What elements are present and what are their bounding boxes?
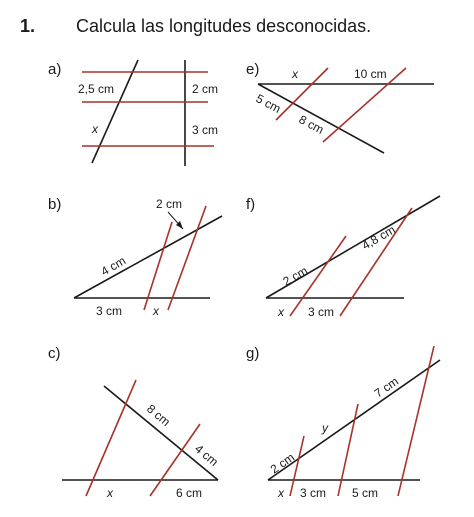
length-label: 2 cm [280,263,311,289]
length-label: 7 cm [371,374,402,401]
unknown-y-label: y [322,421,328,435]
unknown-x-label: x [278,305,284,319]
exercise-instruction: Calcula las longitudes desconocidas. [76,16,372,36]
parallel-line [340,208,412,316]
figure-a [48,60,218,166]
unknown-x-label: x [292,67,298,81]
unknown-x-label: x [278,486,284,500]
length-label: 3 cm [96,304,123,318]
length-label: 4 cm [192,441,221,470]
figure-e [246,61,434,153]
length-label: 4 cm [98,253,129,279]
length-label: 3 cm [192,123,219,137]
length-label: 5 cm [253,91,284,116]
unknown-x-label: x [153,304,159,318]
length-label: 2,5 cm [78,82,115,96]
parallel-line [144,222,172,310]
oblique-line [74,216,222,298]
oblique-line [104,386,218,480]
length-label: 2 cm [267,450,298,477]
length-label: 4,8 cm [359,222,398,253]
length-label: 3 cm [300,486,327,500]
parallel-line [86,380,136,496]
length-label: 8 cm [144,401,173,430]
figure-b [48,196,222,318]
part-b-label: b) [48,196,62,213]
length-label: 5 cm [352,486,379,500]
unknown-x-label: x [92,122,98,136]
length-label: 10 cm [354,67,387,81]
length-label: 2 cm [156,197,183,211]
exercise-number: 1. [20,16,36,36]
parallel-line [168,206,206,310]
part-c-label: c) [48,345,61,362]
transversal-line [92,60,138,163]
unknown-x-label: x [107,486,113,500]
parallel-line [338,404,358,496]
parallel-line [276,68,328,120]
length-label: 8 cm [296,112,327,137]
part-f-label: f) [246,196,256,213]
part-g-label: g) [246,345,260,362]
figure-g [246,345,440,500]
part-a-label: a) [48,61,62,78]
length-label: 6 cm [176,486,203,500]
length-label: 2 cm [192,82,219,96]
parallel-line [398,346,434,496]
figure-f [246,196,440,319]
figure-c [48,345,221,500]
length-label: 3 cm [308,305,335,319]
part-e-label: e) [246,61,260,78]
